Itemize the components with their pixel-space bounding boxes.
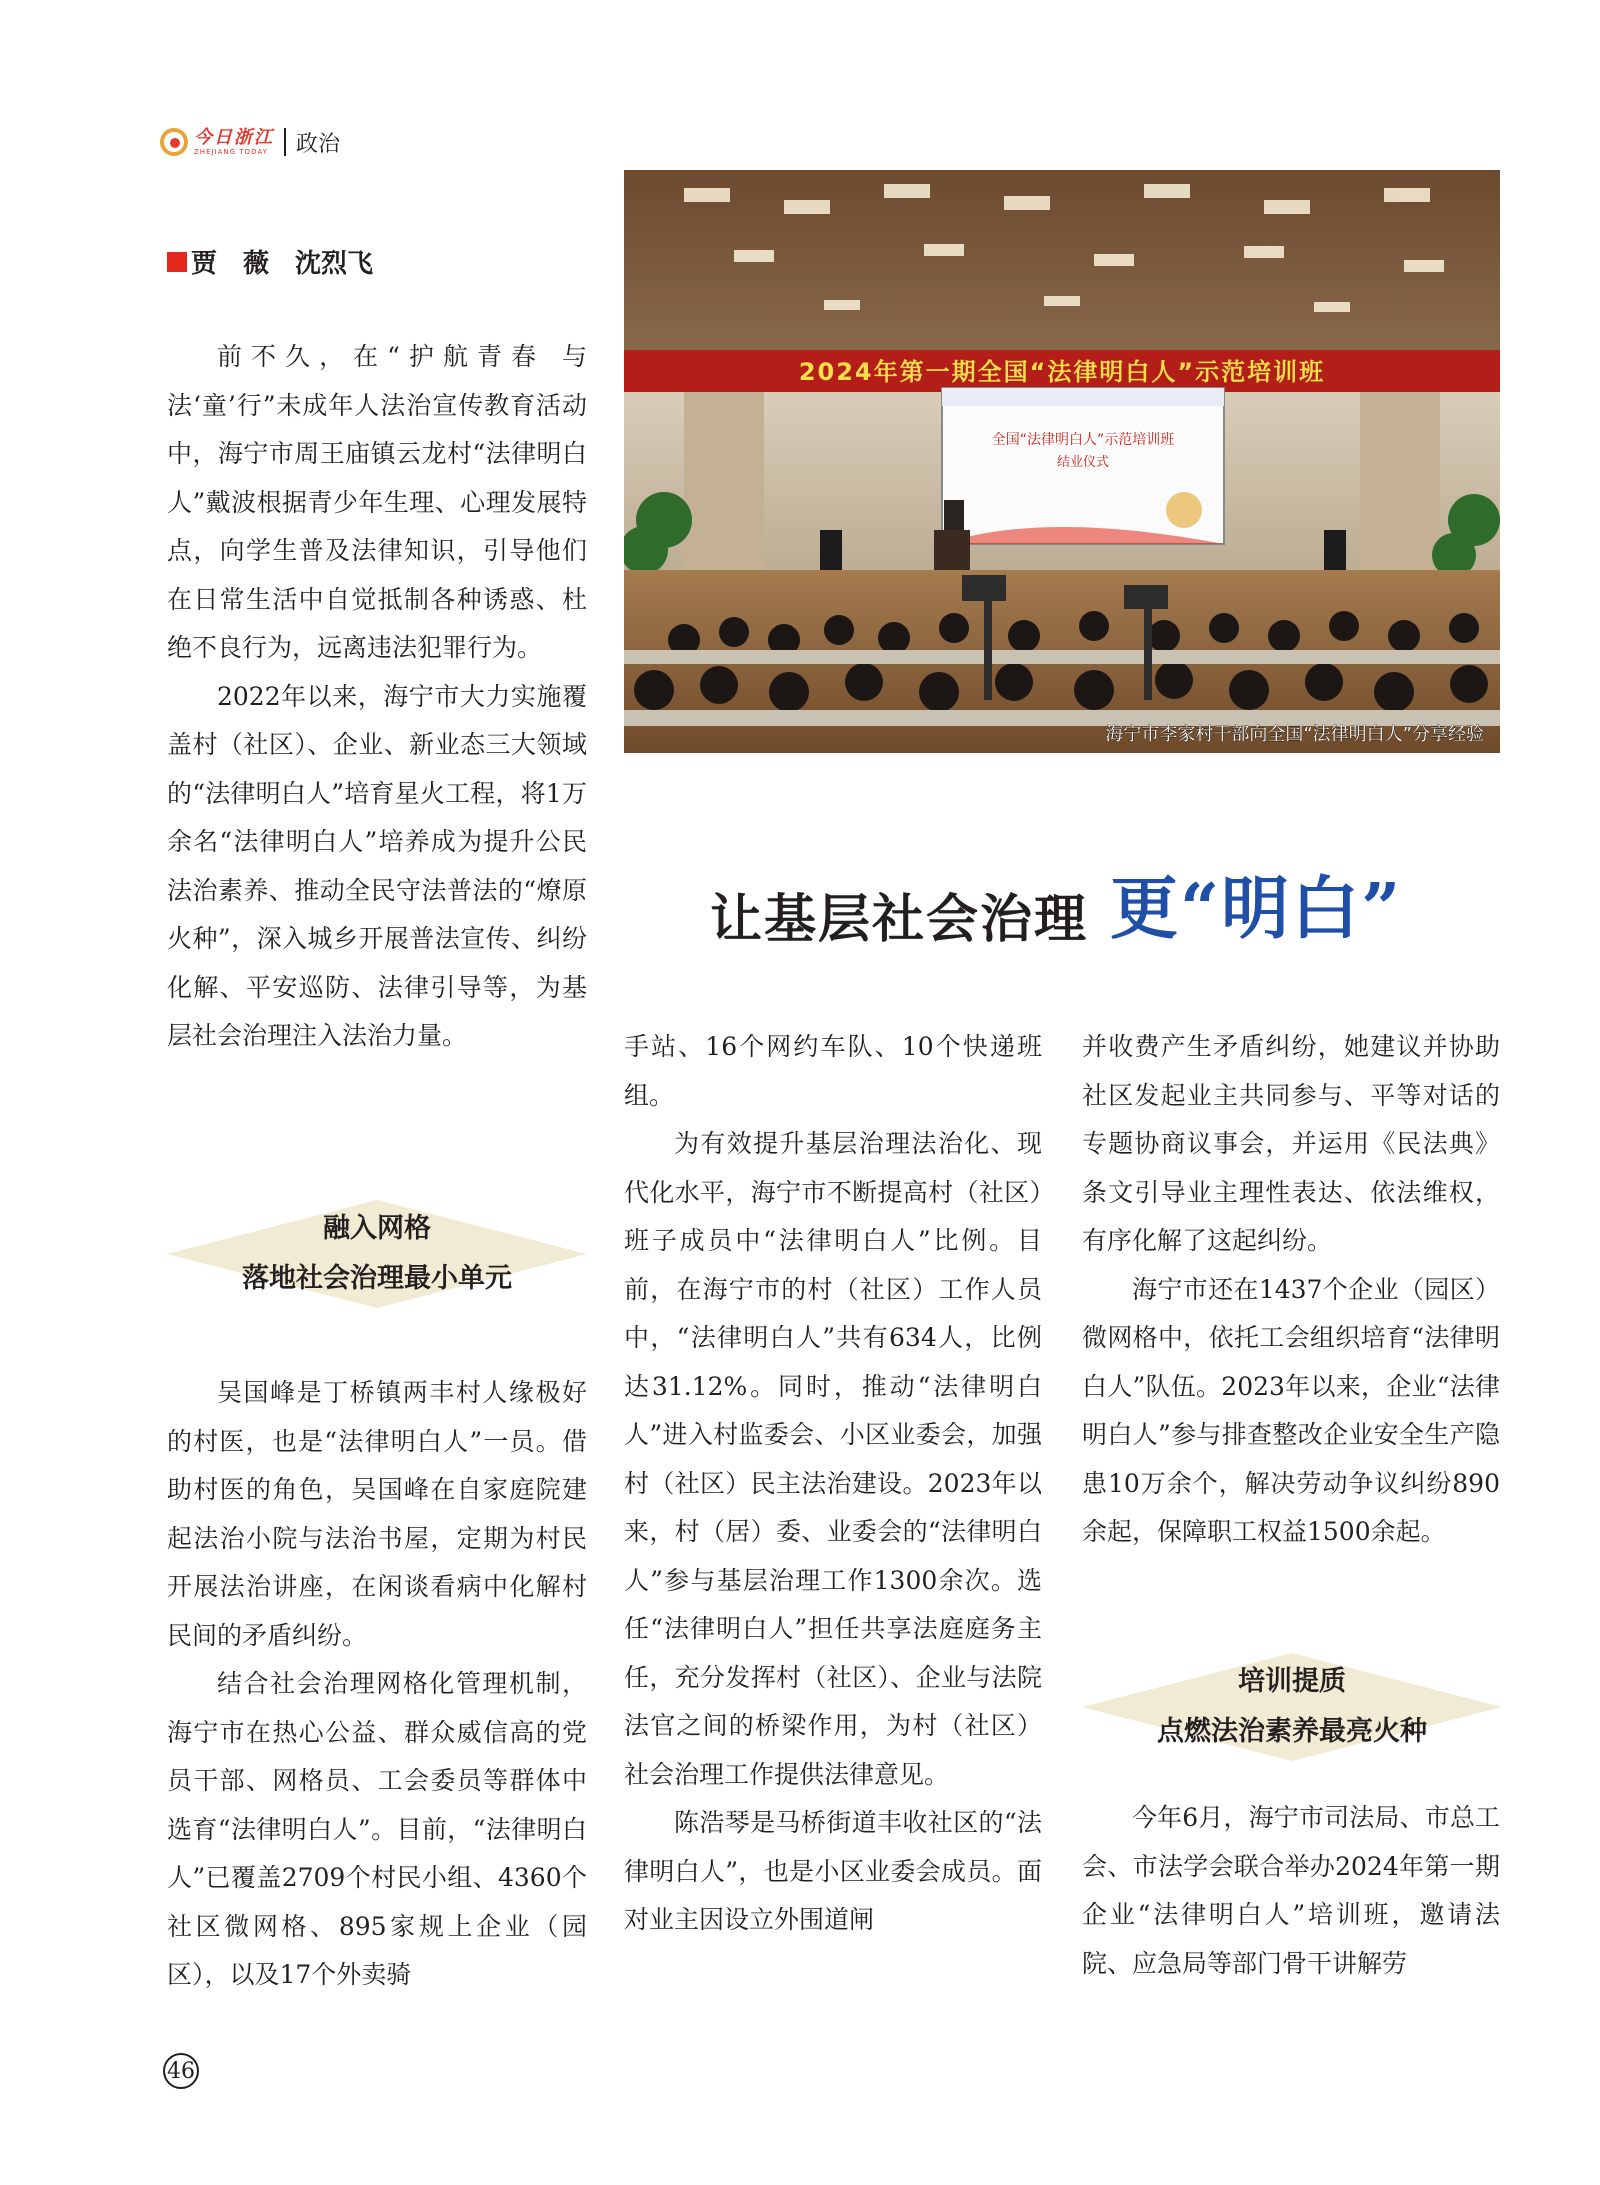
paragraph: 结合社会治理网格化管理机制，海宁市在热心公益、群众威信高的党员干部、网格员、工会委员等群体中选育“法律明白人”。目前，“法律明白人”已覆盖2709个村民小组、4360个社区微网格、895家规上企业（园区），以及17个外卖骑 [167, 1669, 587, 1989]
paragraph: 前不久，在“护航青春 与法‘童’行”未成年人法治宣传教育活动中，海宁市周王庙镇云龙村“法律明白人”戴波根据青少年生理、心理发展特点，向学生普及法律知识，引导他们在日常生活中自觉抵制各种诱惑、杜绝不良行为，远离违法犯罪行为。 [167, 342, 587, 662]
article-column-3-top [1082, 1023, 1500, 1557]
subheading-2-line-1: 培训提质 [1238, 1666, 1346, 1697]
magazine-logo-text [194, 126, 274, 156]
author-names: 贾 薇 沈烈飞 [191, 249, 374, 279]
subheading-1-line-1: 融入网格 [323, 1213, 431, 1244]
headline-part-1: 让基层社会治理 [710, 889, 1089, 950]
paragraph: 海宁市还在1437个企业（园区）微网格中，依托工会组织培育“法律明白人”队伍。2023年以来，企业“法律明白人”参与排查整改企业安全生产隐患10万余个，解决劳动争议纠纷890余起，保障职工权益1500余起。 [1082, 1274, 1500, 1546]
paragraph: 今年6月，海宁市司法局、市总工会、市法学会联合举办2024年第一期企业“法律明白人”培训班，邀请法院、应急局等部门骨干讲解劳 [1082, 1803, 1500, 1978]
subheading-1 [167, 1200, 587, 1308]
subheading-2 [1082, 1653, 1502, 1761]
headline [710, 855, 1402, 952]
screen-subtitle-text: 结业仪式 [1056, 455, 1110, 470]
article-column-1-top [167, 333, 587, 1061]
article-column-3-bottom [1082, 1794, 1500, 1988]
paragraph: 吴国峰是丁桥镇两丰村人缘极好的村医，也是“法律明白人”一员。借助村医的角色，吴国峰在自家庭院建起法治小院与法治书屋，定期为村民开展法治讲座，在闲谈看病中化解村民间的矛盾纠纷。 [167, 1378, 587, 1650]
masthead [160, 122, 340, 162]
paragraph: 陈浩琴是马桥街道丰收社区的“法律明白人”，也是小区业委会成员。面对业主因设立外围道闸 [624, 1808, 1042, 1934]
photo-caption: 海宁市李家村干部向全国“法律明白人”分享经验 [1105, 724, 1484, 745]
screen-title-text: 全国“法律明白人”示范培训班 [991, 432, 1175, 448]
event-photo [624, 170, 1500, 753]
paragraph: 2022年以来，海宁市大力实施覆盖村（社区）、企业、新业态三大领域的“法律明白人”培育星火工程，将1万余名“法律明白人”培养成为提升公民法治素养、推动全民守法普法的“燎原火种”，深入城乡开展普法宣传、纠纷化解、平安巡防、法律引导等，为基层社会治理注入法治力量。 [167, 681, 587, 1050]
logo-chinese: 今日浙江 [194, 126, 274, 148]
photo-banner-text: 2024年第一期全国“法律明白人”示范培训班 [798, 358, 1326, 386]
subheading-1-line-2: 落地社会治理最小单元 [242, 1263, 512, 1294]
subheading-2-line-2: 点燃法治素养最亮火种 [1157, 1716, 1427, 1747]
magazine-logo-icon [160, 128, 188, 156]
page-number: 46 [163, 2053, 199, 2089]
photo-illustration [624, 170, 1500, 753]
paragraph: 为有效提升基层治理法治化、现代化水平，海宁市不断提高村（社区）班子成员中“法律明白人”比例。目前，在海宁市的村（社区）工作人员中，“法律明白人”共有634人，比例达31.12%。同时，推动“法律明白人”进入村监委会、小区业委会，加强村（社区）民主法治建设。2023年以来，村（居）委、业委会的“法律明白人”参与基层治理工作1300余次。选任“法律明白人”担任共享法庭庭务主任，充分发挥村（社区）、企业与法院法官之间的桥梁作用，为村（社区）社会治理工作提供法律意见。 [624, 1129, 1042, 1789]
paragraph: 手站、16个网约车队、10个快递班组。 [624, 1032, 1042, 1110]
headline-part-2: 更“明白” [1110, 869, 1403, 949]
red-square-icon [167, 252, 187, 272]
byline [167, 243, 373, 280]
logo-english: ZHEJIANG TODAY [194, 147, 268, 156]
section-label: 政治 [296, 131, 341, 157]
article-column-1-bottom [167, 1369, 587, 2000]
paragraph: 并收费产生矛盾纠纷，她建议并协助社区发起业主共同参与、平等对话的专题协商议事会，并运用《民法典》条文引导业主理性表达、依法维权，有序化解了这起纠纷。 [1082, 1032, 1500, 1255]
header-divider [284, 128, 286, 156]
article-column-2 [624, 1023, 1042, 1945]
